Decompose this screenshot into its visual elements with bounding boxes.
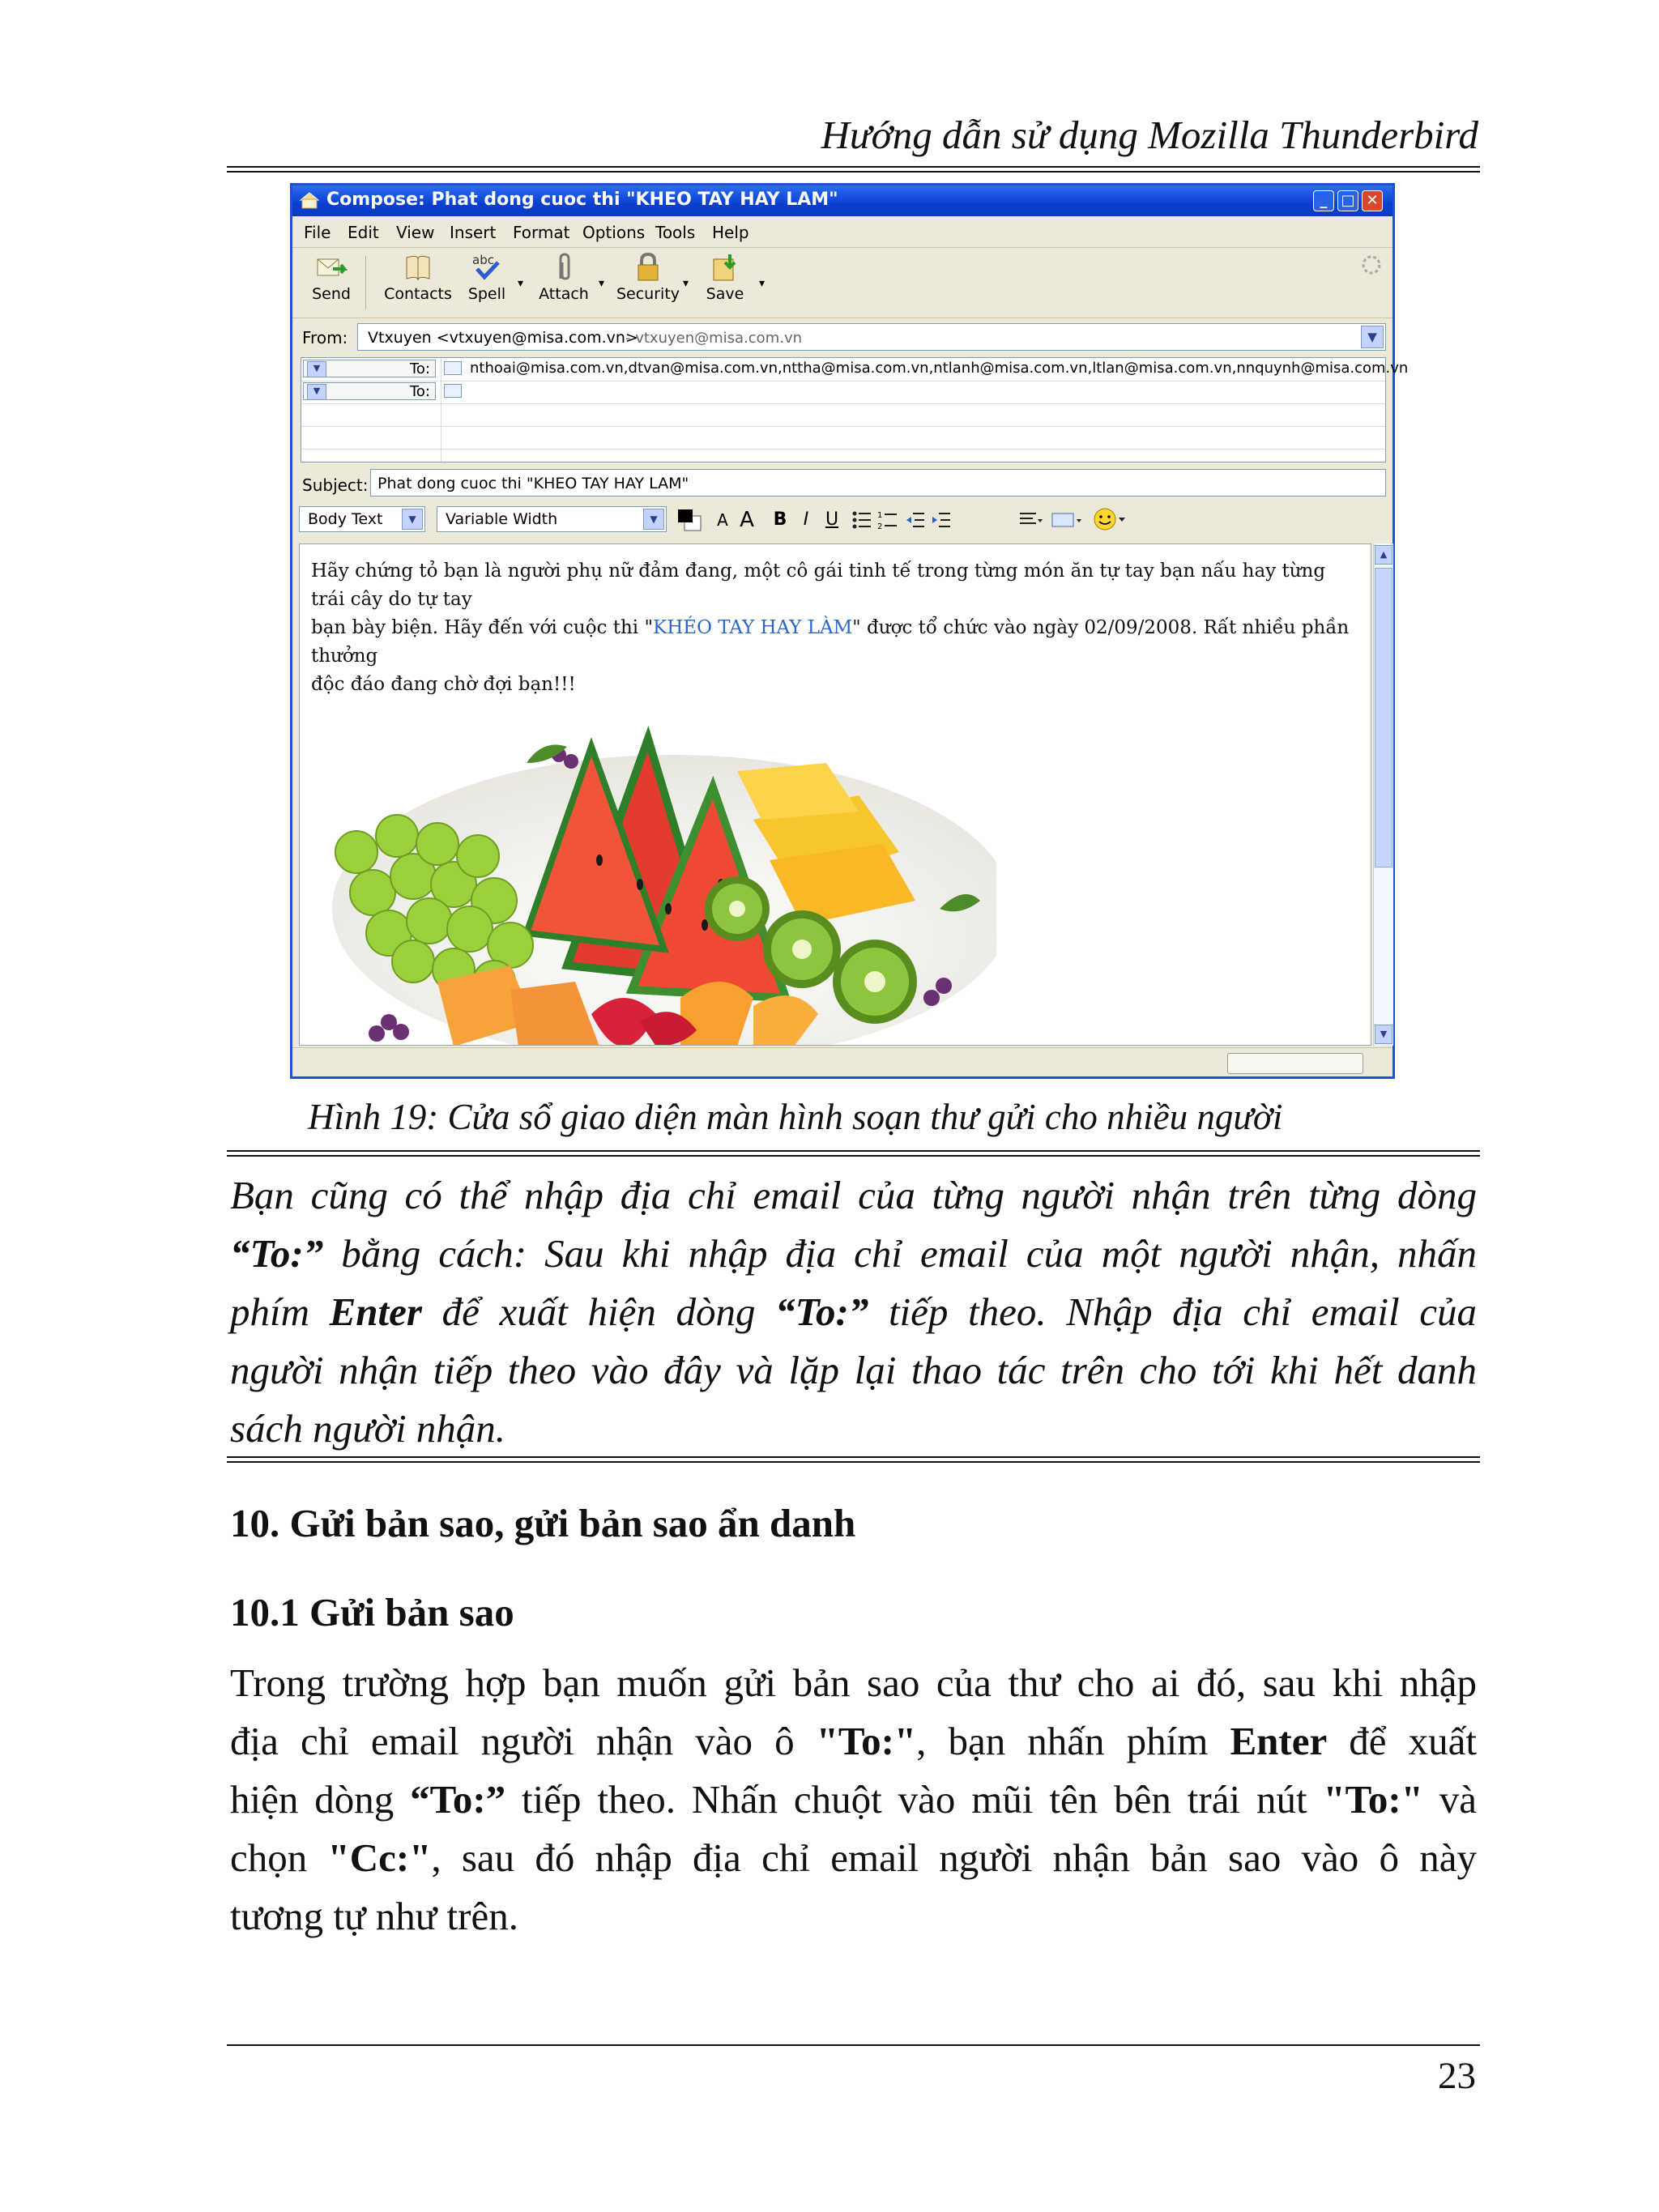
spell-button[interactable] bbox=[463, 251, 511, 314]
contest-name-highlight: KHÉO TAY HAY LÀM bbox=[653, 617, 853, 638]
chevron-down-icon[interactable]: ▼ bbox=[307, 361, 326, 377]
title-bar[interactable] bbox=[292, 185, 1392, 216]
status-bar bbox=[292, 1047, 1392, 1077]
recipient-row bbox=[301, 381, 1385, 404]
body-text-run: " được tổ chức vào ngày 02/09/2008. Rất nhiều phần thưởng bbox=[311, 617, 1350, 667]
paragraph-format-select[interactable] bbox=[299, 506, 425, 532]
recipient-type-label: To: bbox=[409, 360, 430, 377]
header-rule bbox=[227, 166, 1480, 168]
footer-rule bbox=[227, 2044, 1480, 2046]
svg-text:abc: abc bbox=[472, 253, 494, 267]
recipient-type-select[interactable] bbox=[303, 360, 436, 377]
text-run: bằng cách: Sau khi nhập địa chỉ email của một người nhận, nhấn bbox=[323, 1231, 1477, 1276]
menu-file[interactable]: File bbox=[304, 223, 331, 242]
from-row bbox=[292, 322, 1392, 354]
recipient-address-input[interactable]: nthoai@misa.com.vn,dtvan@misa.com.vn,nttha@misa.com.vn,ntlanh@misa.com.vn,ltlan@misa.com.vn,nnquynh@misa.com.vn bbox=[470, 360, 1409, 377]
bold-button[interactable]: B bbox=[773, 509, 787, 530]
numbered-list-icon[interactable] bbox=[877, 509, 898, 531]
toolbar-separator bbox=[365, 256, 366, 309]
message-body-editor[interactable] bbox=[299, 543, 1371, 1046]
subject-input[interactable] bbox=[370, 469, 1386, 497]
header-rule-2 bbox=[227, 171, 1480, 173]
recipient-empty-row bbox=[301, 403, 1385, 427]
status-panel bbox=[1227, 1053, 1363, 1074]
menu-bar bbox=[292, 218, 1392, 245]
body-line: Hãy chứng tỏ bạn là người phụ nữ đảm đang, một cô gái tinh tế trong từng món ăn tự tay bạn nấu hay từng trái cây do tự tay bbox=[311, 560, 1326, 610]
text-run: tiếp theo. Nhập địa chỉ email của bbox=[868, 1289, 1478, 1334]
recipient-type-select[interactable] bbox=[303, 382, 436, 400]
save-icon bbox=[709, 251, 741, 283]
address-card-icon bbox=[444, 361, 462, 375]
page-number: 23 bbox=[1438, 2055, 1476, 2097]
body-line: độc đáo đang chờ đợi bạn!!! bbox=[311, 674, 576, 695]
bold-term: "To:" bbox=[1323, 1777, 1423, 1822]
scroll-up-icon[interactable]: ▲ bbox=[1375, 545, 1392, 565]
bold-term: Enter bbox=[1230, 1719, 1328, 1763]
menu-tools[interactable]: Tools bbox=[655, 223, 696, 242]
menu-edit[interactable]: Edit bbox=[348, 223, 379, 242]
underline-button[interactable]: U bbox=[825, 509, 839, 530]
text-run: chọn bbox=[230, 1835, 328, 1880]
body-paragraph bbox=[230, 1654, 1477, 1946]
note-paragraph bbox=[230, 1166, 1477, 1458]
note-top-rule bbox=[227, 1150, 1480, 1152]
note-top-rule-2 bbox=[227, 1155, 1480, 1157]
font-value: Variable Width bbox=[446, 510, 558, 528]
subject-value: Phat dong cuoc thi "KHEO TAY HAY LAM" bbox=[377, 475, 689, 492]
attach-label: Attach bbox=[539, 285, 589, 303]
fruit-platter-image bbox=[300, 641, 996, 1046]
text-run: tiếp theo. Nhấn chuột vào mũi tên bên trái nút bbox=[505, 1777, 1324, 1822]
text-run: để xuất bbox=[1327, 1719, 1477, 1763]
svg-text:1: 1 bbox=[877, 511, 883, 520]
chevron-down-icon[interactable]: ▼ bbox=[643, 509, 664, 530]
scrollbar-thumb[interactable] bbox=[1375, 568, 1392, 867]
menu-view[interactable]: View bbox=[396, 223, 435, 242]
section-heading: 10. Gửi bản sao, gửi bản sao ẩn danh bbox=[230, 1501, 856, 1545]
text-run: địa chỉ email người nhận vào ô bbox=[230, 1719, 817, 1763]
paragraph-format-value: Body Text bbox=[308, 510, 383, 528]
italic-button[interactable]: I bbox=[803, 509, 809, 530]
vertical-scrollbar[interactable] bbox=[1373, 543, 1393, 1046]
text-run: và bbox=[1422, 1777, 1477, 1822]
menu-help[interactable]: Help bbox=[712, 223, 749, 242]
from-identity-detail: - vtxuyen@misa.com.vn bbox=[625, 330, 803, 347]
bold-term: "To:" bbox=[816, 1719, 917, 1763]
text-run: phím bbox=[230, 1289, 330, 1334]
indent-icon[interactable] bbox=[931, 509, 952, 531]
chevron-down-icon[interactable]: ▼ bbox=[402, 509, 423, 530]
send-icon bbox=[315, 251, 348, 283]
minimize-button[interactable]: _ bbox=[1313, 190, 1334, 211]
insert-icon[interactable] bbox=[1051, 509, 1083, 531]
from-select[interactable] bbox=[357, 323, 1386, 351]
security-button[interactable] bbox=[613, 251, 683, 314]
close-button[interactable]: ✕ bbox=[1362, 190, 1383, 211]
contacts-label: Contacts bbox=[384, 285, 452, 303]
menu-insert[interactable]: Insert bbox=[450, 223, 497, 242]
spell-dropdown-icon[interactable]: ▾ bbox=[518, 277, 524, 290]
outdent-icon[interactable] bbox=[905, 509, 926, 531]
bold-term: “To:” bbox=[410, 1777, 506, 1822]
body-text-run: bạn bày biện. Hãy đến với cuộc thi " bbox=[311, 617, 654, 638]
figure-caption: Hình 19: Cửa sổ giao diện màn hình soạn thư gửi cho nhiều người bbox=[308, 1097, 1283, 1137]
text-line: Trong trường hợp bạn muốn gửi bản sao của thư cho ai đó, sau khi nhập bbox=[230, 1660, 1477, 1705]
text-run: , sau đó nhập địa chỉ email người nhận bản sao vào ô này bbox=[431, 1835, 1478, 1880]
recipient-empty-row bbox=[301, 426, 1385, 450]
bold-term: “To:” bbox=[230, 1231, 324, 1276]
subject-row bbox=[292, 466, 1392, 501]
bold-term: Enter bbox=[329, 1289, 422, 1334]
compose-toolbar bbox=[292, 247, 1392, 318]
from-label: From: bbox=[302, 328, 348, 347]
font-select[interactable] bbox=[437, 506, 667, 532]
format-toolbar bbox=[292, 503, 1392, 539]
text-line bbox=[230, 1829, 1477, 1887]
text-line: tương tự như trên. bbox=[230, 1894, 518, 1938]
text-run: hiện dòng bbox=[230, 1777, 411, 1822]
subject-label: Subject: bbox=[302, 475, 369, 495]
scroll-down-icon[interactable]: ▼ bbox=[1375, 1025, 1392, 1044]
running-header: Hướng dẫn sử dụng Mozilla Thunderbird bbox=[821, 113, 1478, 157]
text-color-icon[interactable] bbox=[676, 508, 704, 532]
text-line bbox=[230, 1712, 1477, 1771]
align-icon[interactable] bbox=[1018, 509, 1043, 531]
menu-format[interactable]: Format bbox=[513, 223, 570, 242]
text-line bbox=[230, 1771, 1477, 1829]
contacts-icon bbox=[402, 251, 434, 283]
smiley-icon[interactable] bbox=[1093, 506, 1127, 532]
attach-dropdown-icon[interactable]: ▾ bbox=[599, 277, 605, 290]
address-card-icon bbox=[444, 384, 462, 398]
security-icon bbox=[632, 251, 664, 283]
save-label: Save bbox=[706, 285, 744, 303]
save-dropdown-icon[interactable]: ▾ bbox=[759, 277, 766, 290]
text-line: người nhận tiếp theo vào đây và lặp lại thao tác trên cho tới khi hết danh bbox=[230, 1348, 1477, 1392]
bullet-list-icon[interactable] bbox=[851, 509, 872, 531]
save-button[interactable] bbox=[701, 251, 749, 314]
contacts-button[interactable] bbox=[382, 251, 454, 314]
svg-text:2: 2 bbox=[877, 522, 883, 531]
note-bottom-rule bbox=[227, 1456, 1480, 1458]
recipient-type-label: To: bbox=[409, 383, 430, 400]
window-title: Compose: Phat dong cuoc thi "KHEO TAY HAY LAM" bbox=[326, 190, 838, 210]
subsection-heading: 10.1 Gửi bản sao bbox=[230, 1590, 514, 1634]
bold-term: "Cc:" bbox=[327, 1835, 432, 1880]
bold-term: “To:” bbox=[775, 1289, 869, 1334]
smaller-text-button[interactable]: A bbox=[717, 510, 728, 530]
send-label: Send bbox=[312, 285, 351, 303]
spell-icon bbox=[471, 251, 503, 283]
larger-text-button[interactable]: A bbox=[740, 508, 754, 532]
send-button[interactable] bbox=[307, 251, 356, 314]
from-dropdown-icon[interactable]: ▼ bbox=[1361, 326, 1384, 348]
attach-button[interactable] bbox=[535, 251, 592, 314]
recipients-list bbox=[301, 357, 1409, 462]
maximize-button[interactable]: □ bbox=[1337, 190, 1358, 211]
text-line bbox=[230, 1225, 1477, 1283]
security-dropdown-icon[interactable]: ▾ bbox=[683, 277, 689, 290]
menu-options[interactable]: Options bbox=[582, 223, 646, 242]
compose-window bbox=[290, 183, 1409, 1079]
text-line bbox=[230, 1283, 1477, 1341]
chevron-down-icon[interactable]: ▼ bbox=[307, 384, 326, 400]
from-value: Vtxuyen <vtxuyen@misa.com.vn> bbox=[368, 329, 638, 347]
text-run: , bạn nhấn phím bbox=[916, 1719, 1230, 1763]
compose-app-icon bbox=[299, 190, 320, 210]
attach-icon bbox=[548, 251, 580, 283]
note-bottom-rule-2 bbox=[227, 1461, 1480, 1463]
text-line: sách người nhận. bbox=[230, 1406, 506, 1451]
security-label: Security bbox=[616, 285, 680, 303]
recipient-row bbox=[301, 358, 1409, 381]
text-run: để xuất hiện dòng bbox=[422, 1289, 776, 1334]
spell-label: Spell bbox=[467, 285, 506, 303]
text-line: Bạn cũng có thể nhập địa chỉ email của từng người nhận trên từng dòng bbox=[230, 1173, 1477, 1217]
